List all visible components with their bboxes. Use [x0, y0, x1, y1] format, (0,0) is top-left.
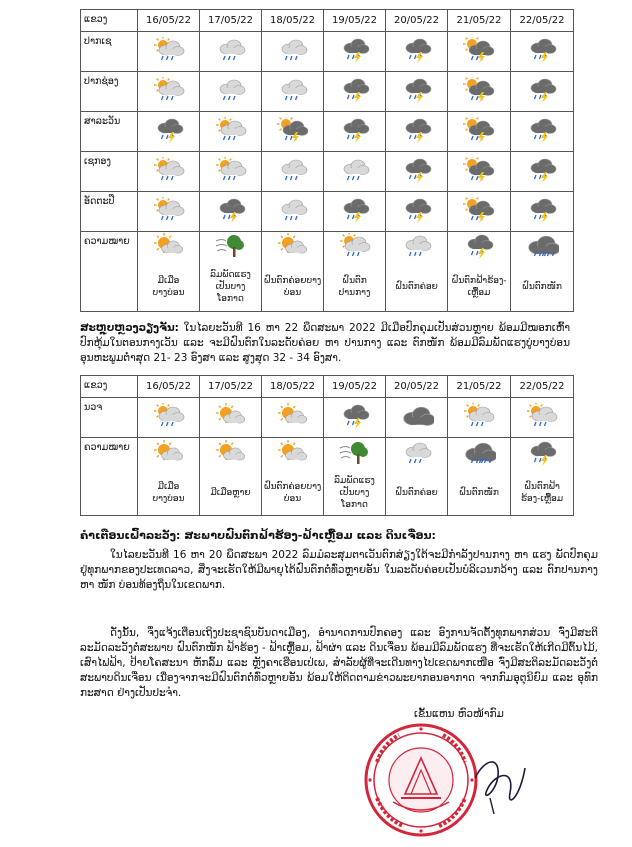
forecast-cell [448, 398, 511, 438]
legend-icon-cell [386, 438, 448, 472]
storm-rain-icon [338, 403, 372, 429]
heavy-storm-icon [525, 233, 559, 259]
table-header-row [81, 376, 574, 398]
tree-wind-icon [338, 440, 372, 466]
storm-rain-icon [338, 117, 372, 143]
forecast-cell [386, 72, 448, 112]
sun-cloud-rain-icon [338, 233, 372, 259]
forecast-cell [386, 152, 448, 192]
forecast-cell [200, 72, 262, 112]
sun-cloud-rain-icon [152, 77, 186, 103]
legend-description: ມີເມືອຫຼາຍ [200, 472, 262, 516]
summary-heading: ສະຫຼຸບຫຼວງວຽງຈັນ: [80, 322, 179, 334]
heavy-storm-icon [462, 440, 496, 466]
storm-rain-icon [338, 197, 372, 223]
legend-description-row [81, 472, 574, 516]
forecast-cell [262, 112, 324, 152]
legend-icon-cell [511, 232, 574, 264]
forecast-cell [448, 152, 511, 192]
legend-icon-row [81, 438, 574, 472]
table-header-row [81, 10, 574, 32]
forecast-cell [386, 192, 448, 232]
legend-icon-row [81, 232, 574, 264]
date-header: 17/05/22 [200, 10, 262, 32]
official-seal-stamp [363, 722, 479, 838]
forecast-cell [324, 112, 386, 152]
legend-icon-cell [448, 438, 511, 472]
summary-text: ໃນໄລຍະວັນທີ 16 ຫາ 22 ພຶດສະພາ 2022 ມີເມືອປົກຄຸມເປັນສ່ວນຫຼາຍ ພ້ອມມີໝອກເຫົ້າປົກຫຸ້ມໃນຕອນກາງເວັນ ແລະ ຈະມີຝົນຕົກໃນລະດັບຄ່ອຍ ຫາ ປານກາງ ແລະ ຕົກໜັກ ພ້ອມມີລົມພັດແຮງບູ່ບາງບ່ອນອຸນຫະພູມຕ່ຳສຸດ 21- 23 ອົງສາ ແລະ ສູງສຸດ 32 - 34 ອົງສາ. [80, 322, 571, 364]
weather-table-vientiane [80, 375, 574, 516]
storm-rain-icon [400, 157, 434, 183]
cloud-rain-icon [214, 37, 248, 63]
province-name: ອັດຕະປື [81, 192, 138, 232]
sun-cloud-rain-icon [462, 403, 496, 429]
legend-description: ຝົນຕົກຟ້າ ຮ້ອງ-ເຫຼື້ອມ [511, 472, 574, 516]
date-header: 21/05/22 [448, 376, 511, 398]
forecast-cell [448, 112, 511, 152]
sun-cloud-rain-icon [152, 37, 186, 63]
sun-storm-rain-icon [276, 117, 310, 143]
legend-description: ຝົນຕົກຟ້າຮ້ອງ- ເຫຼື້ອມ [448, 264, 511, 312]
handwritten-signature [470, 748, 530, 818]
forecast-cell [448, 192, 511, 232]
legend-icon-cell [511, 438, 574, 472]
storm-rain-icon [525, 157, 559, 183]
sun-storm-rain-icon [462, 37, 496, 63]
province-name: ສາລະວັນ [81, 112, 138, 152]
province-row [81, 72, 574, 112]
storm-rain-icon [400, 197, 434, 223]
legend-icon-cell [386, 232, 448, 264]
sun-cloud-icon [276, 403, 310, 429]
province-name: ເຊກອງ [81, 152, 138, 192]
dark-cloud-icon [400, 403, 434, 429]
sun-storm-rain-icon [462, 117, 496, 143]
legend-description: ຝົນຕົກຄ່ອຍ [386, 264, 448, 312]
cloud-rain-icon [338, 157, 372, 183]
forecast-cell [386, 398, 448, 438]
province-row [81, 112, 574, 152]
legend-icon-cell [138, 438, 200, 472]
cloud-rain-icon [276, 197, 310, 223]
forecast-cell [262, 192, 324, 232]
province-row [81, 32, 574, 72]
legend-label: ຄວາມໝາຍ [81, 438, 138, 516]
storm-rain-icon [525, 37, 559, 63]
legend-description: ລົມພັດແຮງ ເປັນບາງ ໂອກາດ [324, 472, 386, 516]
vientiane-summary [80, 321, 570, 366]
forecast-cell [200, 112, 262, 152]
province-header: ແຂວງ [81, 10, 138, 32]
forecast-cell [511, 72, 574, 112]
legend-description: ມີເມືອ ບາງບ່ອນ [138, 264, 200, 312]
cloud-rain-icon [400, 233, 434, 259]
forecast-cell [386, 112, 448, 152]
sun-cloud-icon [276, 233, 310, 259]
date-header: 17/05/22 [200, 376, 262, 398]
date-header: 18/05/22 [262, 10, 324, 32]
province-name: ປາກເຊ [81, 32, 138, 72]
forecast-cell [324, 152, 386, 192]
forecast-cell [448, 72, 511, 112]
date-header: 16/05/22 [138, 10, 200, 32]
province-header: ແຂວງ [81, 376, 138, 398]
sun-storm-rain-icon [462, 157, 496, 183]
storm-rain-icon [525, 440, 559, 466]
cloud-rain-icon [400, 440, 434, 466]
sun-cloud-rain-icon [214, 157, 248, 183]
forecast-cell [200, 192, 262, 232]
date-header: 20/05/22 [386, 376, 448, 398]
forecast-cell [511, 112, 574, 152]
legend-icon-cell [200, 232, 262, 264]
date-header: 16/05/22 [138, 376, 200, 398]
forecast-cell [262, 398, 324, 438]
forecast-cell [138, 398, 200, 438]
legend-description: ຝົນຕົກ ປານກາງ [324, 264, 386, 312]
legend-icon-cell [448, 232, 511, 264]
forecast-cell [324, 398, 386, 438]
storm-rain-icon [462, 233, 496, 259]
date-header: 18/05/22 [262, 376, 324, 398]
legend-icon-cell [324, 438, 386, 472]
province-name: ປາກຊ່ອງ [81, 72, 138, 112]
legend-icon-cell [262, 438, 324, 472]
legend-description: ມີເມືອ ບາງບ່ອນ [138, 472, 200, 516]
sun-cloud-rain-icon [525, 403, 559, 429]
cloud-rain-icon [214, 77, 248, 103]
forecast-cell [200, 398, 262, 438]
sun-cloud-rain-icon [152, 157, 186, 183]
forecast-cell [386, 32, 448, 72]
sun-cloud-icon [152, 233, 186, 259]
cloud-rain-icon [276, 77, 310, 103]
date-header: 21/05/22 [448, 10, 511, 32]
forecast-cell [511, 192, 574, 232]
storm-rain-icon [525, 77, 559, 103]
forecast-cell [511, 32, 574, 72]
date-header: 22/05/22 [511, 10, 574, 32]
sun-storm-rain-icon [462, 77, 496, 103]
sun-cloud-icon [214, 440, 248, 466]
province-row [81, 398, 574, 438]
tree-wind-icon [214, 233, 248, 259]
forecast-cell [511, 398, 574, 438]
weather-table-southern-provinces [80, 9, 574, 312]
forecast-cell [511, 152, 574, 192]
storm-rain-icon [525, 117, 559, 143]
sun-cloud-icon [276, 440, 310, 466]
sun-cloud-rain-icon [214, 117, 248, 143]
sun-cloud-icon [214, 403, 248, 429]
date-header: 19/05/22 [324, 376, 386, 398]
province-row [81, 192, 574, 232]
legend-icon-cell [200, 438, 262, 472]
storm-rain-icon [400, 37, 434, 63]
storm-rain-icon [338, 77, 372, 103]
legend-icon-cell [324, 232, 386, 264]
storm-rain-icon [214, 197, 248, 223]
forecast-cell [138, 32, 200, 72]
forecast-cell [138, 72, 200, 112]
legend-label: ຄວາມໝາຍ [81, 232, 138, 312]
forecast-cell [138, 112, 200, 152]
signatory-title: ເຂັ້ນແຫນ ຫົວໜ້າກົມ [414, 708, 504, 720]
legend-description: ລົມພັດແຮງ ເປັນບາງ ໂອກາດ [200, 264, 262, 312]
province-name: ນວຈ [81, 398, 138, 438]
date-header: 20/05/22 [386, 10, 448, 32]
legend-description: ຝົນຕົກໜັກ [448, 472, 511, 516]
forecast-cell [262, 72, 324, 112]
sun-cloud-rain-icon [152, 197, 186, 223]
legend-icon-cell [138, 232, 200, 264]
legend-description: ຝົນຕົກຄ່ອຍບາງ ບ່ອນ [262, 264, 324, 312]
storm-rain-icon [338, 37, 372, 63]
storm-rain-icon [400, 117, 434, 143]
sun-cloud-rain-icon [152, 403, 186, 429]
sun-cloud-icon [152, 440, 186, 466]
legend-icon-cell [262, 232, 324, 264]
legend-description: ຝົນຕົກຄ່ອຍບາງ ບ່ອນ [262, 472, 324, 516]
province-row [81, 152, 574, 192]
sun-storm-rain-icon [462, 197, 496, 223]
warning-paragraph-1: ໃນໄລຍະວັນທີ 16 ຫາ 20 ພຶດສະພາ 2022 ລົມມໍລະສຸມຕາເວັນຕົກສ່ຽງໃຕ້ຈະມີກຳລັງປານກາງ ຫາ ແຮງ ພັດປົກຄຸມຢູ່ທຸກພາກຂອງປະເທດລາວ, ສິ່ງຈະເຮັດໃຫ້ມີພາຍຸໄຕ້ຝົນຕົກຕໍ່ທົ່ວຫຼາຍອັນ ໃນລະດັບຄ່ອຍເປັນບໍລິເວນກວ້າງ ແລະ ຕົກປານກາງ ຫາ ໜັກ ບ່ອນທ້ອງຖິ່ນໃນເຂດພາກ. [80, 549, 598, 591]
cloud-rain-icon [276, 37, 310, 63]
date-header: 22/05/22 [511, 376, 574, 398]
forecast-cell [324, 32, 386, 72]
forecast-cell [262, 32, 324, 72]
forecast-cell [324, 72, 386, 112]
date-header: 19/05/22 [324, 10, 386, 32]
storm-rain-icon [525, 197, 559, 223]
forecast-cell [262, 152, 324, 192]
storm-rain-icon [152, 117, 186, 143]
legend-description: ຝົນຕົກຄ່ອຍ [386, 472, 448, 516]
forecast-cell [200, 152, 262, 192]
warning-title: ຄຳເຕືອນເຝົ້າລະວັງ: ສະພາບຝົນຕົກຟ້າຮ້ອງ-ຟ້າເຫຼື້ອມ ແລະ ດິນເຈື່ອນ: [80, 529, 436, 542]
forecast-cell [324, 192, 386, 232]
storm-rain-icon [400, 77, 434, 103]
forecast-cell [138, 192, 200, 232]
forecast-cell [200, 32, 262, 72]
warning-paragraph-2: ດັ່ງນັ້ນ, ຈຶ່ງແຈ້ງເຕືອນເຖິງປະຊາຊົນບັນດາເມືອງ, ອຳນາດການປົກຄອງ ແລະ ອົງການຈັດຕັ້ງທຸກພາກສ່ວນ ຈົ່ງມີສະຕິລະມັດລະວັງຕໍ່ສະພາບ ຝົນຕົກໜັກ ຟ້າຮ້ອງ - ຟ້າເຫຼື້ອມ, ຟ້າຜ່າ ແລະ ດິນເຈື່ອນ ພ້ອມມີລົມພັດແຮງ ທີ່ຈະເຮັດໃຫ້ເກີດມີຕົ້ນໄມ້, ເສົາໄຟຟ້າ, ປ້າຍໂຄສະນາ ຫັກລົ້ມ ແລະ ຫຼັງຄາເຮືອນເປ່ເພ, ສຳລັບຜູ້ທີ່ຈະເດີນທາງໄປເຂດພາກເໜືອ ຈົ່ງມີສະຕິລະມັດລະວັງຕໍ່ສະພາບດິນເຈື່ອນ ເນື່ອງຈາກຈະມີຝົນຕົກຕໍ່ທົ່ວຫຼາຍອັນ ພ້ອມໃຫ້ຕິດຕາມຂ່າວພະຍາກອນອາກາດ ຈາກກົມອຸຕຸນິຍົມ ແລະ ອຸທົກກະສາດ ຢ່າງເປັນປະຈຳ. [80, 627, 598, 699]
cloud-rain-icon [276, 157, 310, 183]
forecast-cell [448, 32, 511, 72]
legend-description: ຝົນຕົກໜັກ [511, 264, 574, 312]
forecast-cell [138, 152, 200, 192]
legend-description-row [81, 264, 574, 312]
